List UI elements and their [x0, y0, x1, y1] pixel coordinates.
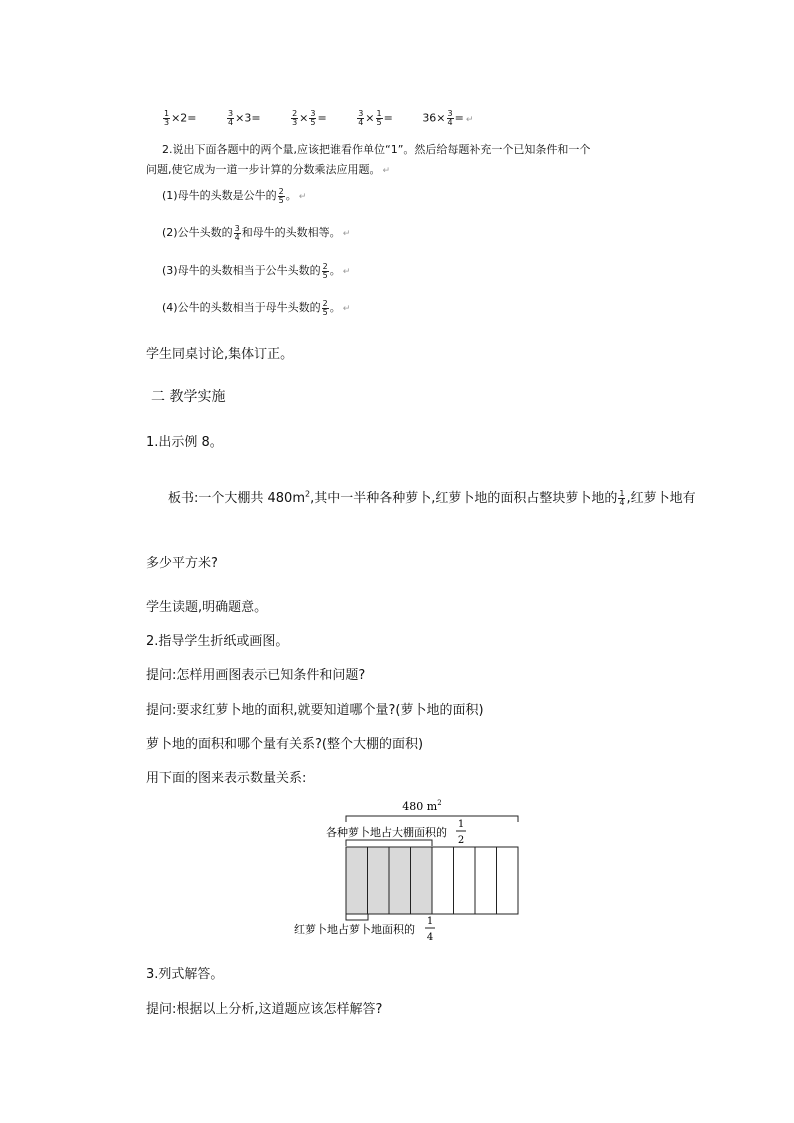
fraction: $\frac{1}{5}$	[376, 109, 382, 127]
step-2: 2.指导学生折纸或画图。	[146, 634, 289, 649]
board-text-continued: 多少平方米?	[146, 556, 218, 571]
half-brace	[346, 840, 432, 846]
discussion-text: 学生同桌讨论,集体订正。	[146, 347, 294, 362]
question-2: 提问:要求红萝卜地的面积,就要知道哪个量?(萝卜地的面积)	[146, 703, 484, 718]
board-text: 板书:一个大棚共 $480m^2$,其中一半种各种萝卜,红萝卜地的面积占整块萝卜地的 $\frac{1}{4}$ ,红萝卜地有	[168, 489, 696, 507]
radish-cell	[368, 847, 390, 914]
diagram-cells	[346, 847, 518, 914]
exercise-2-item-4: (4)公牛的头数相当于母牛头数的 $\frac{2}{5}$ 。 ↵	[162, 298, 351, 317]
fraction: $\frac{2}{5}$	[322, 298, 328, 317]
section-heading: 二 教学实施	[151, 389, 226, 405]
fraction: $\frac{3}{4}$	[447, 109, 453, 127]
step-3: 3.列式解答。	[146, 967, 224, 982]
upper-frac-den: 2	[457, 835, 465, 846]
fraction: $\frac{2}{5}$	[322, 261, 328, 280]
exercise-1-row	[162, 110, 499, 127]
exercise-2-line-1: 2.说出下面各题中的两个量,应该把谁看作单位“1”。然后给每题补充一个已知条件和一个	[162, 143, 591, 156]
lower-frac-den: 4	[426, 932, 434, 943]
calc-item-4: $\frac{3}{4}$ × $\frac{1}{5}$ =	[358, 109, 393, 127]
exercise-2-line-2: 问题,使它成为一道一步计算的分数乘法应用题。 ↵	[146, 163, 391, 176]
greenhouse-cell	[497, 847, 519, 914]
fraction: $\frac{1}{3}$	[164, 109, 170, 127]
lower-frac-num: 1	[426, 916, 434, 927]
greenhouse-cell	[432, 847, 454, 914]
lower-label: 红萝卜地占萝卜地面积的	[294, 923, 415, 936]
question-3: 萝卜地的面积和哪个量有关系?(整个大棚的面积)	[146, 737, 424, 752]
fraction: $\frac{1}{4}$	[619, 489, 625, 507]
question-1: 提问:怎样用画图表示已知条件和问题?	[146, 668, 366, 683]
calc-item-1: $\frac{1}{3}$ ×2=	[164, 109, 197, 127]
calc-item-3: $\frac{2}{3}$ × $\frac{3}{5}$ =	[292, 109, 327, 127]
fraction: $\frac{3}{4}$	[228, 109, 234, 127]
fraction: $\frac{3}{4}$	[358, 109, 364, 127]
fraction: $\frac{2}{3}$	[292, 109, 298, 127]
radish-cell	[411, 847, 433, 914]
red-brace	[346, 914, 368, 920]
fraction: $\frac{3}{5}$	[310, 109, 316, 127]
upper-frac-num: 1	[457, 819, 465, 830]
step-1: 1.出示例 8。	[146, 435, 223, 450]
greenhouse-cell	[475, 847, 497, 914]
greenhouse-cell	[454, 847, 476, 914]
return-mark-icon: ↵	[465, 114, 474, 125]
question-4: 提问:根据以上分析,这道题应该怎样解答?	[146, 1002, 383, 1017]
fraction: $\frac{2}{5}$	[278, 186, 284, 205]
read-problem-text: 学生读题,明确题意。	[146, 600, 268, 615]
calc-item-5: 36× $\frac{3}{4}$ = ↵	[422, 109, 474, 127]
return-mark-icon: ↵	[342, 229, 351, 239]
red-radish-cell	[346, 847, 368, 914]
exercise-2-item-1: (1)母牛的头数是公牛的 $\frac{2}{5}$ 。 ↵	[162, 186, 307, 205]
total-label: 480 $m^2$	[402, 799, 442, 813]
return-mark-icon: ↵	[342, 267, 351, 277]
return-mark-icon: ↵	[342, 304, 351, 314]
calc-item-2: $\frac{3}{4}$ ×3=	[228, 109, 261, 127]
diagram-intro: 用下面的图来表示数量关系:	[146, 771, 307, 786]
return-mark-icon: ↵	[382, 166, 391, 176]
quantity-diagram	[0, 790, 794, 950]
total-brace	[346, 816, 518, 822]
upper-label: 各种萝卜地占大棚面积的	[326, 826, 447, 839]
exercise-2-item-3: (3)母牛的头数相当于公牛头数的 $\frac{2}{5}$ 。 ↵	[162, 261, 351, 280]
exercise-2-item-2: (2)公牛头数的 $\frac{3}{4}$ 和母牛的头数相等。 ↵	[162, 223, 351, 242]
radish-cell	[389, 847, 411, 914]
return-mark-icon: ↵	[298, 192, 307, 202]
fraction: $\frac{3}{4}$	[234, 223, 240, 242]
